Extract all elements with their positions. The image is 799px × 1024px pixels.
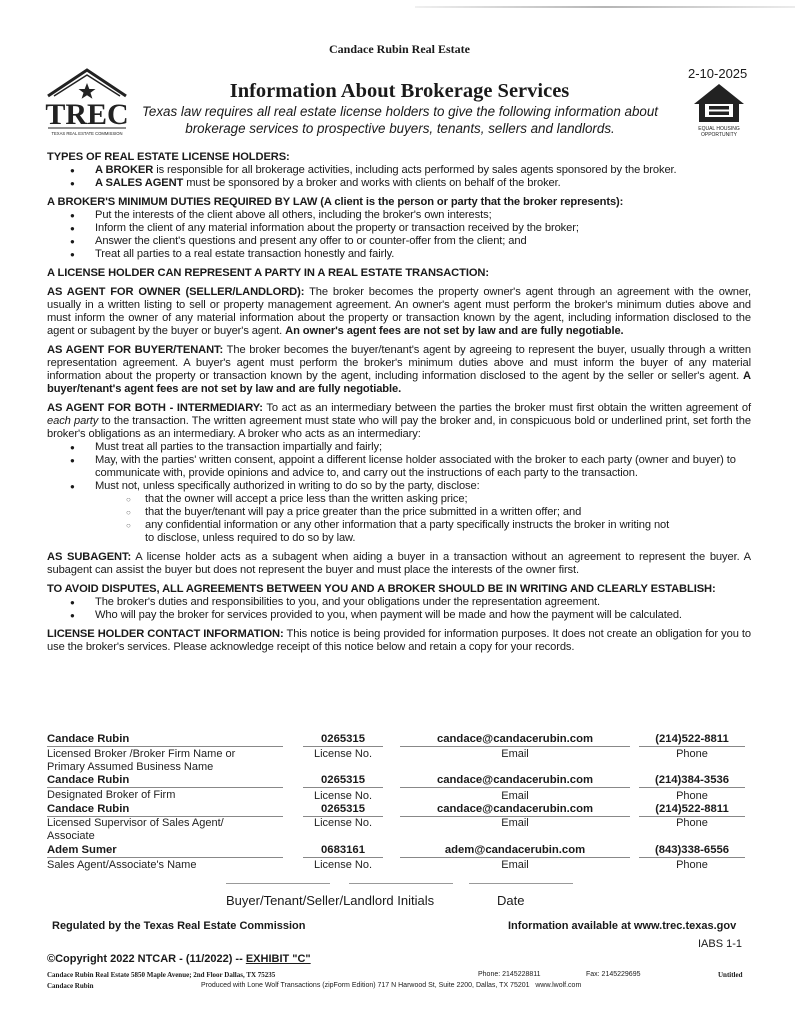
list-item: ● Put the interests of the client above all others, including the broker's own interests; (95, 209, 751, 222)
types-heading: TYPES OF REAL ESTATE LICENSE HOLDERS: (47, 151, 290, 163)
buyer-agent-paragraph (47, 344, 751, 396)
contact-info-lead: LICENSE HOLDER CONTACT INFORMATION: (47, 628, 284, 640)
contact-phone-field[interactable]: (214)522-8811 (639, 733, 745, 747)
contact-role-label: Designated Broker of Firm (47, 789, 176, 801)
equal-housing-icon (690, 80, 748, 140)
eho-caption-2: OPPORTUNITY (700, 132, 738, 138)
item-text: Must not, unless specifically authorized in writing to do so by the party, disclose: (95, 480, 480, 492)
email-label: Email (501, 817, 529, 829)
contact-license-field[interactable]: 0265315 (303, 803, 383, 817)
item-text: is responsible for all brokerage activities, including acts performed by sales agents sponsored by the broker. (153, 164, 677, 176)
acknowledge-initials (226, 883, 626, 913)
list-item: ● Who will pay the broker for services provided to you, when payment will be made and how the payment will be calculated. (95, 609, 751, 622)
info-available-note: Information available at www.trec.texas.gov (508, 920, 737, 932)
date-label: Date (497, 893, 525, 908)
duties-heading: A BROKER'S MINIMUM DUTIES REQUIRED BY LAW (A client is the person or party that the broker represents): (47, 196, 624, 208)
list-item: ● The broker's duties and responsibilities to you, and your obligations under the representation agreement. (95, 596, 751, 609)
represent-heading: A LICENSE HOLDER CAN REPRESENT A PARTY IN A REAL ESTATE TRANSACTION: (47, 267, 489, 279)
contact-name-field[interactable]: Candace Rubin (47, 774, 283, 788)
list-item: ● May, with the parties' written consent, appoint a different license holder associated with the broker to each party (owner and buyer) to communicate with, provide opinions and advice to, and carry out the instructions of each party to the transaction. (95, 454, 751, 480)
list-item: ● Must treat all parties to the transaction impartially and fairly; (95, 441, 751, 454)
date-line[interactable] (469, 883, 573, 884)
exhibit-label: EXHIBIT "C" (245, 953, 311, 965)
contact-role-label-2: Associate (47, 830, 95, 842)
contact-info-paragraph (47, 628, 751, 654)
regulated-note: Regulated by the Texas Real Estate Commission (52, 920, 306, 932)
item-bold: A BROKER (95, 164, 154, 176)
page-title: Information About Brokerage Services (229, 80, 570, 102)
contact-email-field[interactable]: candace@candacerubin.com (400, 733, 630, 747)
contact-phone-field[interactable]: (214)384-3536 (639, 774, 745, 788)
disputes-heading: TO AVOID DISPUTES, ALL AGREEMENTS BETWEEN YOU AND A BROKER SHOULD BE IN WRITING AND CLEARLY ESTABLISH: (47, 583, 716, 595)
contact-email-field[interactable]: adem@candacerubin.com (400, 844, 630, 858)
form-id: IABS 1-1 (698, 938, 743, 950)
contact-name-field[interactable]: Candace Rubin (47, 803, 283, 817)
phone-label: Phone (676, 790, 708, 802)
owner-agent-paragraph (47, 286, 751, 338)
produced-text: Produced with Lone Wolf Transactions (zipForm Edition) 717 N Harwood St, Suite 2200, Dallas, TX 75201 (201, 982, 530, 989)
buyer-fees-note: A buyer/tenant's agent fees are not set by law and are fully negotiable. (47, 370, 751, 395)
sublist-item: ○ that the owner will accept a price less than the written asking price; (145, 493, 751, 506)
intermediary-paragraph (47, 402, 751, 441)
types-list (47, 164, 751, 190)
phone-label: Phone (676, 748, 708, 760)
office-phone: Phone: 2145228811 (478, 971, 541, 978)
document-body (47, 151, 751, 654)
contact-name-field[interactable]: Adem Sumer (47, 844, 283, 858)
owner-lead: AS AGENT FOR OWNER (SELLER/LANDLORD): (47, 286, 305, 298)
buyer-lead: AS AGENT FOR BUYER/TENANT: (47, 344, 224, 356)
contact-license-field[interactable]: 0683161 (303, 844, 383, 858)
list-item: ● Inform the client of any material information about the property or transaction received by the broker; (95, 222, 751, 235)
lwolf-link[interactable]: www.lwolf.com (535, 982, 582, 989)
email-label: Email (501, 790, 529, 802)
list-item (95, 480, 751, 545)
license-label: License No. (313, 817, 373, 829)
buyer-text: The broker becomes the buyer/tenant's agent by agreeing to represent the buyer, usually through a written representation agreement. A buyer's agent must perform the broker's minimum duties above and must inform the buyer of any material information about the property or transaction known by the agent, including information disclosed to the agent by the seller or seller's agent. (47, 344, 751, 382)
subagent-paragraph (47, 551, 751, 577)
contact-phone-field[interactable]: (843)338-6556 (639, 844, 745, 858)
contact-license-field[interactable]: 0265315 (303, 774, 383, 788)
duties-list (47, 209, 751, 261)
list-item: ● Answer the client's questions and present any offer to or counter-offer from the client; and (95, 235, 751, 248)
trec-logo-text: TREC (45, 98, 129, 131)
page-subtitle: Texas law requires all real estate license holders to give the following information about brokerage services to prospective buyers, tenants, sellers and landlords. (141, 104, 659, 136)
item-text: must be sponsored by a broker and works with clients on behalf of the broker. (183, 177, 561, 189)
contact-role-label: Licensed Broker /Broker Firm Name or (47, 748, 236, 760)
document-name: Untitled (718, 971, 743, 979)
list-item (95, 164, 751, 177)
disputes-list (47, 596, 751, 622)
intermediary-lead: AS AGENT FOR BOTH - INTERMEDIARY: (47, 402, 263, 414)
list-item: ● Treat all parties to a real estate transaction honestly and fairly. (95, 248, 751, 261)
phone-label: Phone (676, 859, 708, 871)
subagent-lead: AS SUBAGENT: (47, 551, 132, 563)
list-item (95, 177, 751, 190)
scan-artifact-line (415, 6, 795, 8)
produced-with-line (201, 982, 581, 989)
contact-license-field[interactable]: 0265315 (303, 733, 383, 747)
license-label: License No. (313, 748, 373, 760)
contact-email-field[interactable]: candace@candacerubin.com (400, 774, 630, 788)
copyright-line (47, 953, 311, 965)
email-label: Email (501, 748, 529, 760)
intermediary-list (47, 441, 751, 545)
initials-line-2[interactable] (349, 883, 453, 884)
document-date: 2-10-2025 (688, 66, 748, 81)
eho-caption-1: EQUAL HOUSING (698, 126, 740, 132)
contact-phone-field[interactable]: (214)522-8811 (639, 803, 745, 817)
initials-label: Buyer/Tenant/Seller/Landlord Initials (226, 893, 435, 908)
subagent-text: A license holder acts as a subagent when aiding a buyer in a transaction without an agreement to represent the buyer. A subagent can assist the buyer but does not represent the buyer and must place the interests of the owner first. (47, 551, 751, 576)
contact-info-text: This notice is being provided for information purposes. It does not create an obligation for you to use the broker's services. Please acknowledge receipt of this notice below and retain a copy for your records. (47, 628, 751, 653)
intermediary-italic: each party (47, 415, 99, 427)
owner-text: The broker becomes the property owner's agent through an agreement with the owner, usually in a written listing to sell or property management agreement. An owner's agent must perform the broker's minimum duties above and must inform the owner of any material information about the property or transaction known by the agent, including information disclosed to the agent or subagent by the buyer or buyer's agent. (47, 286, 751, 337)
contact-role-label-2: Primary Assumed Business Name (47, 761, 214, 773)
trec-logo-caption: TEXAS REAL ESTATE COMMISSION (51, 131, 123, 136)
intermediary-text-2: to the transaction. The written agreement must state who will pay the broker and, in conspicuous bold or underlined print, set forth the broker's obligations as an intermediary. A broker who acts as an intermediary: (47, 415, 751, 440)
contact-email-field[interactable]: candace@candacerubin.com (400, 803, 630, 817)
office-address: Candace Rubin Real Estate 5850 Maple Avenue; 2nd Floor Dallas, TX 75235 (47, 971, 276, 979)
agent-name-footer: Candace Rubin (47, 982, 94, 990)
intermediary-text-1: To act as an intermediary between the parties the broker must first obtain the written agreement of (262, 402, 751, 414)
initials-line-1[interactable] (226, 883, 330, 884)
item-bold: A SALES AGENT (95, 177, 184, 189)
contact-name-field[interactable]: Candace Rubin (47, 733, 283, 747)
contact-role-label: Licensed Supervisor of Sales Agent/ (47, 817, 224, 829)
disclose-sublist (47, 493, 751, 545)
owner-fees-note: An owner's agent fees are not set by law and are fully negotiable. (285, 325, 624, 337)
contact-role-label: Sales Agent/Associate's Name (47, 859, 197, 871)
phone-label: Phone (676, 817, 708, 829)
license-label: License No. (313, 859, 373, 871)
email-label: Email (501, 859, 529, 871)
office-fax: Fax: 2145229695 (586, 971, 641, 978)
company-name: Candace Rubin Real Estate (328, 42, 470, 56)
sublist-item: ○ any confidential information or any other information that a party specifically instructs the broker in writing not to disclose, unless required to do so by law. (145, 519, 751, 545)
copyright-text: ©Copyright 2022 NTCAR - (11/2022) -- (47, 953, 246, 965)
license-label: License No. (313, 790, 373, 802)
sublist-item: ○ that the buyer/tenant will pay a price greater than the price submitted in a written offer; and (145, 506, 751, 519)
